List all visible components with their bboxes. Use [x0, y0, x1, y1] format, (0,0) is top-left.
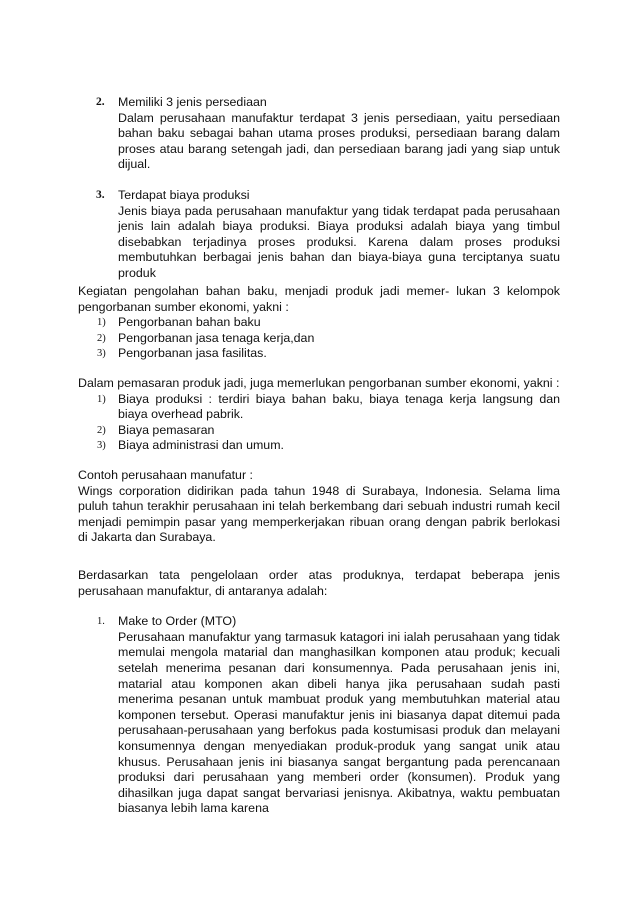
- list-item: [78, 95, 560, 173]
- paragraph-intro: Dalam pemasaran produk jadi, juga memerlukan pengorbanan sumber ekonomi, yakni :: [78, 376, 560, 390]
- list-text: Biaya produksi : terdiri biaya bahan baku, biaya tenaga kerja langsung dan biaya overhead pabrik.: [118, 391, 560, 422]
- list-item: [78, 614, 560, 817]
- item-title: Memiliki 3 jenis persediaan: [118, 95, 267, 109]
- list-item: [78, 315, 560, 331]
- example-heading: Contoh perusahaan manufatur :: [78, 468, 253, 482]
- list-number: 1): [97, 393, 106, 405]
- list-item: [78, 331, 560, 347]
- list-number: 2): [97, 424, 106, 436]
- list-item: [78, 423, 560, 439]
- characteristics-list: [78, 95, 560, 282]
- list-number: 3.: [96, 188, 105, 201]
- list-item: [78, 392, 560, 423]
- processing-paragraph: [78, 284, 560, 362]
- list-text: Pengorbanan jasa fasilitas.: [118, 346, 267, 361]
- list-number: 2.: [96, 96, 105, 108]
- example-body: Wings corporation didirikan pada tahun 1948 di Surabaya, Indonesia. Selama lima puluh tahun terakhir perusahaan ini telah berkembang dari sebuah industri rumah kecil menjadi pemimpin pasar yang memperkerjakan ribuan orang dengan pabrik berlokasi di Jakarta dan Surabaya.: [78, 483, 560, 545]
- item-body: Perusahaan manufaktur yang tarmasuk katagori ini ialah perusahaan yang tidak memulai mengola matarial dan manghasilkan komponen atau produk; kecuali setelah menerima pesanan dari konsumennya. Pada perusahaan jenis ini, matarial atau komponen akan dibeli hanya jika perusahaan sudah pasti menerima pesanan untuk mambuat produk yang membutuhkan material atau komponen tersebut. Operasi manufaktur jenis ini biasanya dapat ditemui pada perusahaan-perusahaan yang berfokus pada kostumisasi produk dan melayani konsumennya dengan menyediakan produk-produk yang sangat unik atau khusus. Perusahaan jenis ini biasanya sangat bergantung pada perencanaan produksi dari perusahaan yang memberi order (konsumen). Produk yang dihasilkan juga dapat sangat bervariasi jenisnya. Akibatnya, waktu pembuatan biasanya lebih lama karena: [118, 629, 560, 816]
- example-paragraph: [78, 468, 560, 546]
- item-body: Dalam perusahaan manufaktur terdapat 3 jenis persediaan, yaitu persediaan bahan baku sebagai bahan utama proses produksi, persediaan barang dalam proses atau barang setengah jadi, dan persediaan barang jadi yang siap untuk dijual.: [118, 110, 560, 172]
- item-body: Jenis biaya pada perusahaan manufaktur yang tidak terdapat pada perusahaan jenis lain adalah biaya produksi. Biaya produksi adalah biaya yang timbul disebabkan terjadinya proses produksi. Karena dalam proses produksi membutuhkan berbagai jenis bahan dan biaya-biaya guna terciptanya suatu produk: [118, 203, 560, 280]
- list-number: 1): [97, 317, 106, 329]
- list-number: 2): [97, 332, 106, 344]
- list-text: Biaya pemasaran: [118, 422, 215, 437]
- order-types-section: [78, 568, 560, 817]
- list-number: 3): [97, 440, 106, 452]
- item-title: Terdapat biaya produksi: [118, 187, 250, 202]
- list-item: [78, 438, 560, 454]
- list-item: [78, 346, 560, 362]
- paragraph-intro: Berdasarkan tata pengelolaan order atas produknya, terdapat beberapa jenis perusahaan manufaktur, di antaranya adalah:: [78, 568, 560, 598]
- item-title: Make to Order (MTO): [118, 614, 237, 629]
- list-text: Pengorbanan bahan baku: [118, 315, 261, 330]
- list-number: 3): [97, 348, 106, 360]
- list-text: Pengorbanan jasa tenaga kerja,dan: [118, 330, 315, 345]
- paragraph-intro: Kegiatan pengolahan bahan baku, menjadi produk jadi memer- lukan 3 kelompok pengorbanan sumber ekonomi, yakni :: [78, 284, 560, 314]
- list-number: 1.: [97, 616, 105, 628]
- list-item: [78, 188, 560, 282]
- marketing-paragraph: [78, 376, 560, 454]
- list-text: Biaya administrasi dan umum.: [118, 438, 284, 453]
